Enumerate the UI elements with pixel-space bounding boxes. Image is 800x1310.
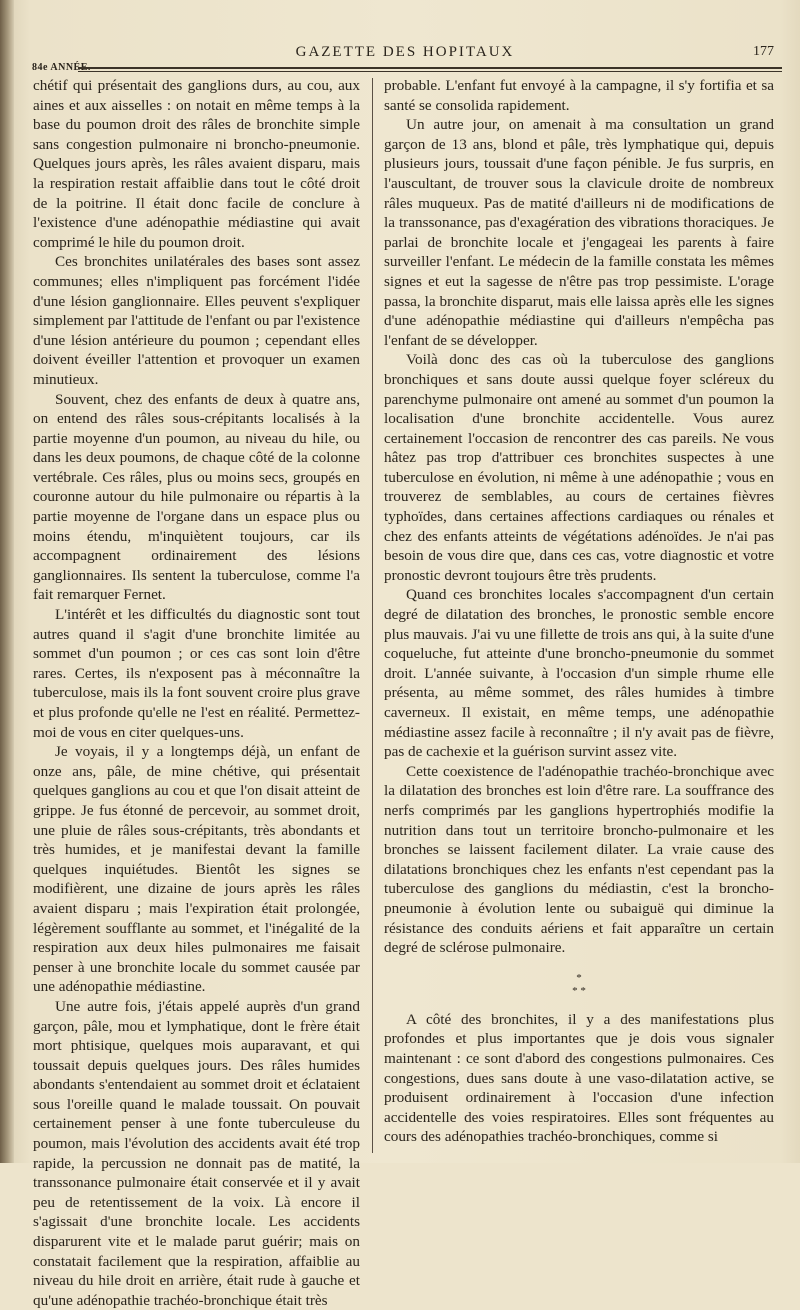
- separator-asterisk-top: *: [576, 971, 582, 984]
- column-divider: [372, 78, 373, 1153]
- paragraph: Ces bronchites unilatérales des bases sont assez communes; elles n'impliquent pas forcément l'idée d'une lésion ganglionnaire. Elles peuvent s'expliquer simplement par l'attitude de l'enfant ou par l'existence d'une lésion antérieure du poumon ; cependant elles doivent éveiller l'attention et provoquer un examen minutieux.: [33, 253, 360, 388]
- separator-asterisks-bottom: * *: [572, 984, 586, 997]
- running-title: GAZETTE DES HOPITAUX: [295, 44, 515, 60]
- page-binding-edge: [0, 0, 14, 1163]
- paragraph: Un autre jour, on amenait à ma consultation un grand garçon de 13 ans, blond et pâle, très lymphatique qui, depuis plusieurs jours, toussait d'une façon pénible. Je fus surpris, en l'auscultant, de trouver sous la clavicule droite de nombreux râles muqueux. Pas de matité d'ailleurs ni de modifications de la transsonance, pas d'exagération des vibrations thoraciques. Je parlai de bronchite locale et j'engageai les parents à faire surveiller l'enfant. Le médecin de la famille constata les mêmes signes et eut la sagesse de n'être pas trop pessimiste. L'orage passa, la bronchite disparut, mais elle laissa après elle les signes d'une adénopathie médiastine qui d'ailleurs n'empêcha pas l'enfant de se développer.: [384, 116, 774, 349]
- paragraph: probable. L'enfant fut envoyé à la campagne, il s'y fortifia et sa santé se consolida rapidement.: [384, 77, 774, 114]
- paragraph: Quand ces bronchites locales s'accompagnent d'un certain degré de dilatation des bronches, le pronostic semble encore plus mauvais. J'ai vu une fillette de trois ans qui, à la suite d'une coqueluche, fut atteinte d'une broncho-pneumonie du sommet droit. L'année suivante, à l'occasion d'un simple rhume elle présenta, au même sommet, des râles humides à timbre caverneux. Il existait, en même temps, une adénopathie médiastine assez facile à reconnaître ; il n'y avait pas de fièvre, pas de cachexie et la guérison survint assez vite.: [384, 586, 774, 761]
- page-number: 177: [753, 44, 774, 59]
- header-rule-thin: [78, 71, 782, 72]
- paragraph: Voilà donc des cas où la tuberculose des ganglions bronchiques et sans doute aussi quelque foyer scléreux du parenchyme pulmonaire ont amené au sommet d'un poumon la localisation d'une bronchite accidentelle. Vous aurez certainement l'occasion de rencontrer des cas pareils. Ne vous hâtez pas trop d'attribuer ces bronchites suspectes à une tuberculose en évolution, ni même à une adénopathie ; vous en trouverez de semblables, au cours de certaines fièvres typhoïdes, dans certaines affections cardiaques ou rénales et chez des enfants atteints de végétations adénoïdes. Je n'ai pas besoin de vous dire que, dans ces cas, votre diagnostic et votre pronostic devront toujours être très prudents.: [384, 351, 774, 584]
- section-separator: [384, 972, 774, 998]
- paragraph: Cette coexistence de l'adénopathie trachéo-bronchique avec la dilatation des bronches est loin d'être rare. La souffrance des nerfs comprimés par les ganglions hypertrophiés modifie la nutrition dans tout un territoire broncho-pulmonaire et les bronches se laissent facilement dilater. La vraie cause des dilatations bronchiques chez les enfants n'est cependant pas la tuberculose des ganglions du médiastin, c'est la broncho-pneumonie à évolution lente ou subaiguë qui diminue la résistance des conduits aériens et fait apparaître un certain degré de sclérose pulmonaire.: [384, 762, 774, 957]
- volume-label: 84e ANNÉE.: [32, 62, 91, 73]
- right-column: [384, 76, 774, 1147]
- header-rule: [78, 67, 782, 69]
- paragraph: L'intérêt et les difficultés du diagnostic sont tout autres quand il s'agit d'une bronchite limitée au sommet d'un poumon ; or ces cas sont loin d'être rares. Certes, ils n'exposent pas à méconnaître la tuberculose, mais ils la font souvent croire plus grave et plus profonde qu'elle ne l'est en réalité. Permettez-moi de vous en citer quelques-uns.: [33, 606, 360, 741]
- paragraph: Je voyais, il y a longtemps déjà, un enfant de onze ans, pâle, de mine chétive, qui présentait quelques ganglions au cou et que l'on disait atteint de grippe. Je fus étonné de percevoir, au sommet droit, une pluie de râles sous-crépitants, très abondants et très humides, et je manifestai devant la famille quelques inquiétudes. Bientôt les signes se modifièrent, une dizaine de jours après les râles avaient disparu ; mais l'expiration était prolongée, légèrement soufflante au sommet, et l'inégalité de la respiration aux deux hiles pulmonaires me faisait penser à une bronchite locale du sommet causée par une adénopathie médiastine.: [33, 743, 360, 996]
- paragraph: Une autre fois, j'étais appelé auprès d'un grand garçon, pâle, mou et lymphatique, dont le frère était mort phtisique, quelques mois auparavant, et qui toussait depuis quelques jours. Des râles humides abondants s'entendaient au sommet droit et éclataient sous l'oreille quand le malade toussait. On pouvait certainement penser à une fonte tuberculeuse du poumon, mais l'évolution des accidents avait été trop rapide, la percussion ne donnait pas de matité, la transsonance pulmonaire était conservée et il y avait peu de retentissement de la voix. Là encore il s'agissait d'une bronchite locale. Les accidents disparurent vite et le malade parut guérir; mais on constatait facilement que la respiration, affaiblie au niveau du hile droit en arrière, était rude à gauche et qu'une adénopathie trachéo-bronchique était très: [33, 997, 360, 1309]
- left-column: [33, 76, 360, 1310]
- paragraph: chétif qui présentait des ganglions durs, au cou, aux aines et aux aisselles : on notait en même temps à la base du poumon droit des râles de bronchite simple sans congestion pulmonaire ni broncho-pneumonie. Quelques jours après, les râles avaient disparu, mais la respiration restait affaiblie dans tout le côté droit de la poitrine. Il était donc facile de conclure à l'existence d'une adénopathie médiastine qui avait comprimé le hile du poumon droit.: [33, 77, 360, 251]
- paragraph: Souvent, chez des enfants de deux à quatre ans, on entend des râles sous-crépitants localisés à la partie moyenne d'un poumon, au niveau du hile, ou dans les deux poumons, de chaque côté de la colonne vertébrale. Ces râles, plus ou moins secs, groupés en couronne autour du hile pulmonaire ou répartis à la partie moyenne de l'organe dans un espace plus ou moins étendu, m'inquiètent toujours, car ils accompagnent ordinairement des lésions ganglionnaires. Ils sentent la tuberculose, comme l'a fait remarquer Fernet.: [33, 390, 360, 604]
- page-header: [30, 44, 780, 66]
- paragraph: A côté des bronchites, il y a des manifestations plus profondes et plus importantes que je dois vous signaler maintenant : ce sont d'abord des congestions pulmonaires. Ces congestions, dues sans doute à une vaso-dilatation active, se produisent ordinairement à l'occasion d'une infection accidentelle des voies respiratoires. Elles sont fréquentes au cours des adénopathies trachéo-bronchiques, comme si: [384, 1010, 774, 1146]
